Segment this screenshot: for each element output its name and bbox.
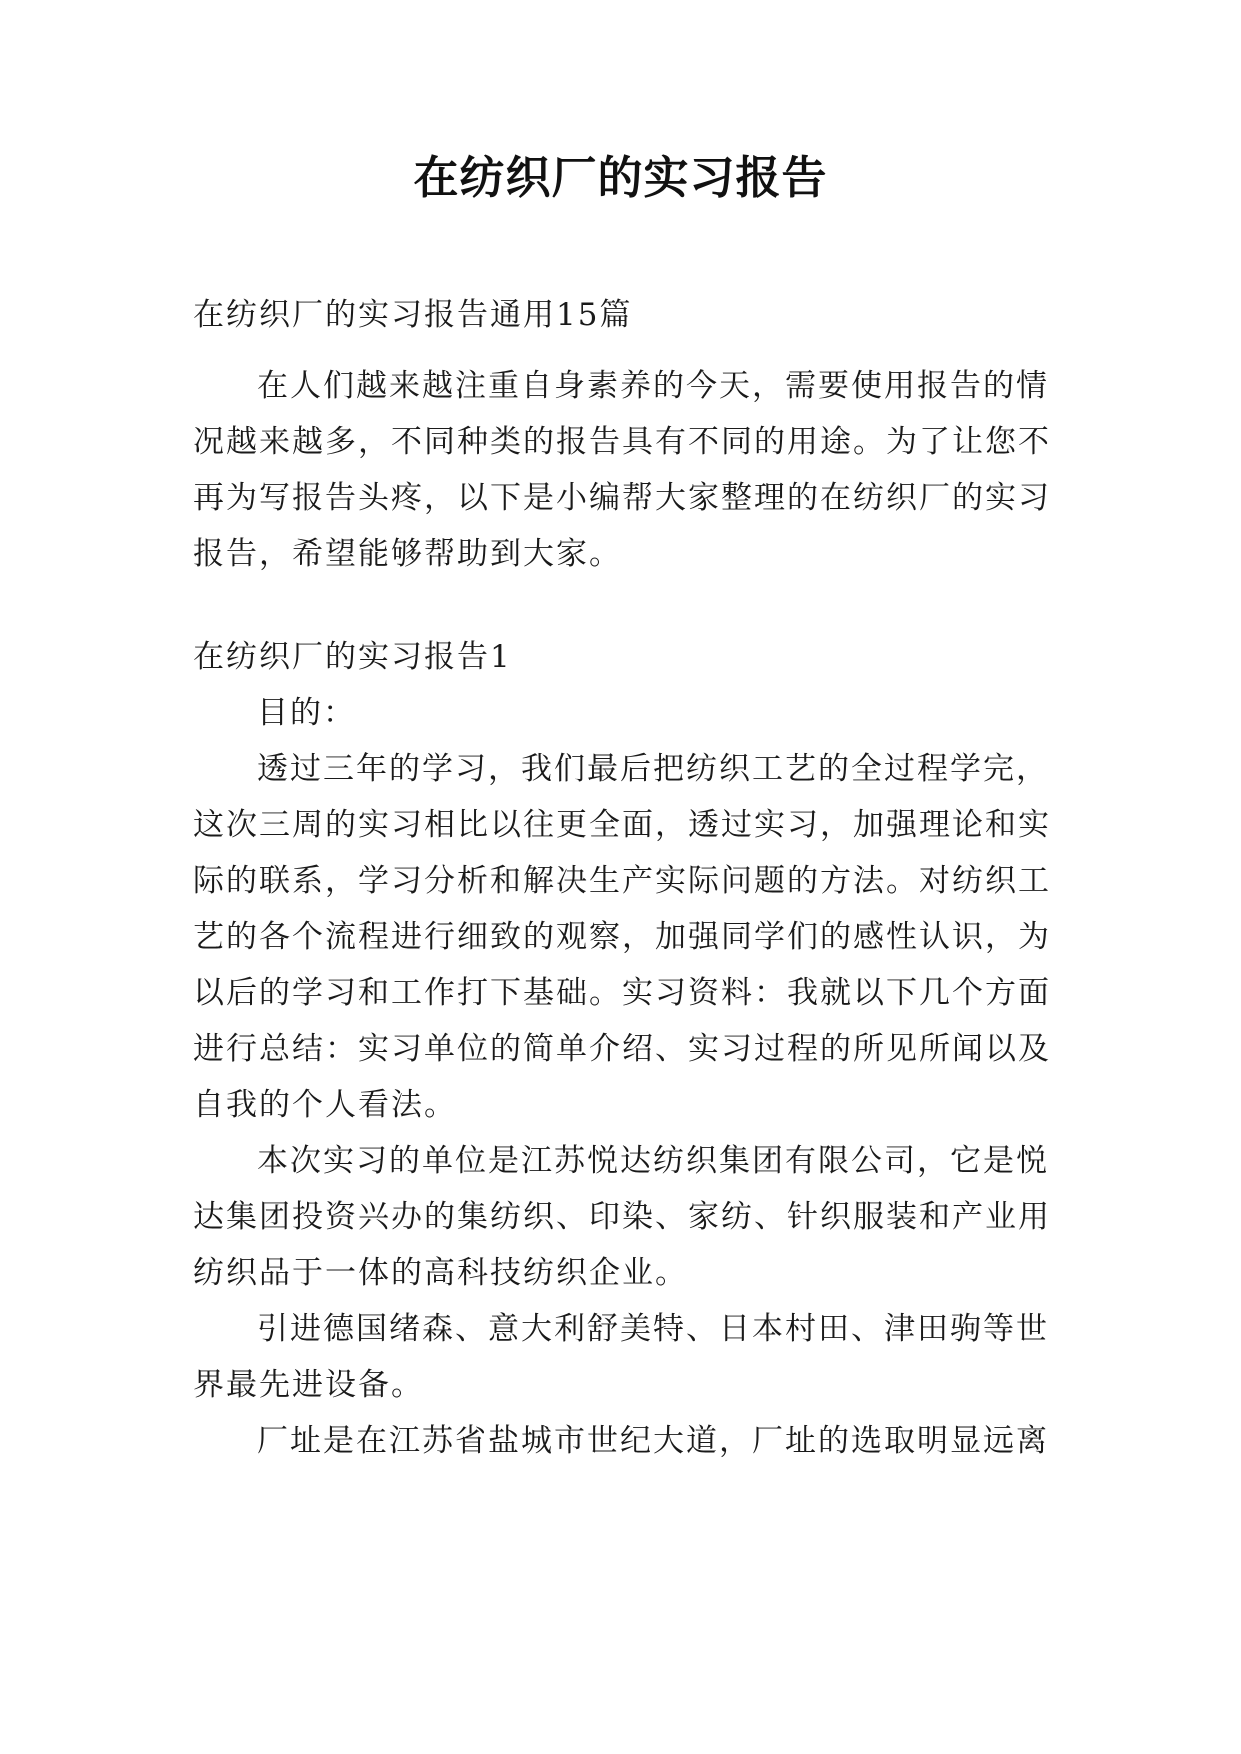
- site-line: 厂址是在江苏省盐城市世纪大道，厂址的选取明显远离: [257, 1423, 1049, 1459]
- equipment-line: 界最先进设备。: [193, 1367, 424, 1403]
- purpose-label: 目的：: [257, 695, 356, 731]
- intro-line: 在人们越来越注重自身素养的今天，需要使用报告的情: [257, 368, 1049, 404]
- purpose-line: 艺的各个流程进行细致的观察，加强同学们的感性认识，为: [193, 919, 1051, 955]
- section-heading: 在纺织厂的实习报告1: [193, 639, 512, 675]
- purpose-line: 这次三周的实习相比以往更全面，透过实习，加强理论和实: [193, 807, 1051, 843]
- unit-line: 达集团投资兴办的集纺织、印染、家纺、针织服装和产业用: [193, 1199, 1051, 1235]
- purpose-line: 以后的学习和工作打下基础。实习资料：我就以下几个方面: [193, 975, 1051, 1011]
- intro-line: 报告，希望能够帮助到大家。: [193, 536, 622, 572]
- purpose-line: 进行总结：实习单位的简单介绍、实习过程的所见所闻以及: [193, 1031, 1051, 1067]
- intro-line: 再为写报告头疼，以下是小编帮大家整理的在纺织厂的实习: [193, 480, 1051, 516]
- intro-line: 况越来越多，不同种类的报告具有不同的用途。为了让您不: [193, 424, 1051, 460]
- purpose-line: 际的联系，学习分析和解决生产实际问题的方法。对纺织工: [193, 863, 1051, 899]
- document-title: 在纺织厂的实习报告: [413, 151, 828, 204]
- equipment-line: 引进德国绪森、意大利舒美特、日本村田、津田驹等世: [257, 1311, 1049, 1347]
- purpose-line: 透过三年的学习，我们最后把纺织工艺的全过程学完，: [257, 751, 1049, 787]
- unit-line: 纺织品于一体的高科技纺织企业。: [193, 1255, 688, 1291]
- unit-line: 本次实习的单位是江苏悦达纺织集团有限公司，它是悦: [257, 1143, 1049, 1179]
- document-subtitle: 在纺织厂的实习报告通用15篇: [193, 297, 633, 333]
- purpose-line: 自我的个人看法。: [193, 1087, 457, 1123]
